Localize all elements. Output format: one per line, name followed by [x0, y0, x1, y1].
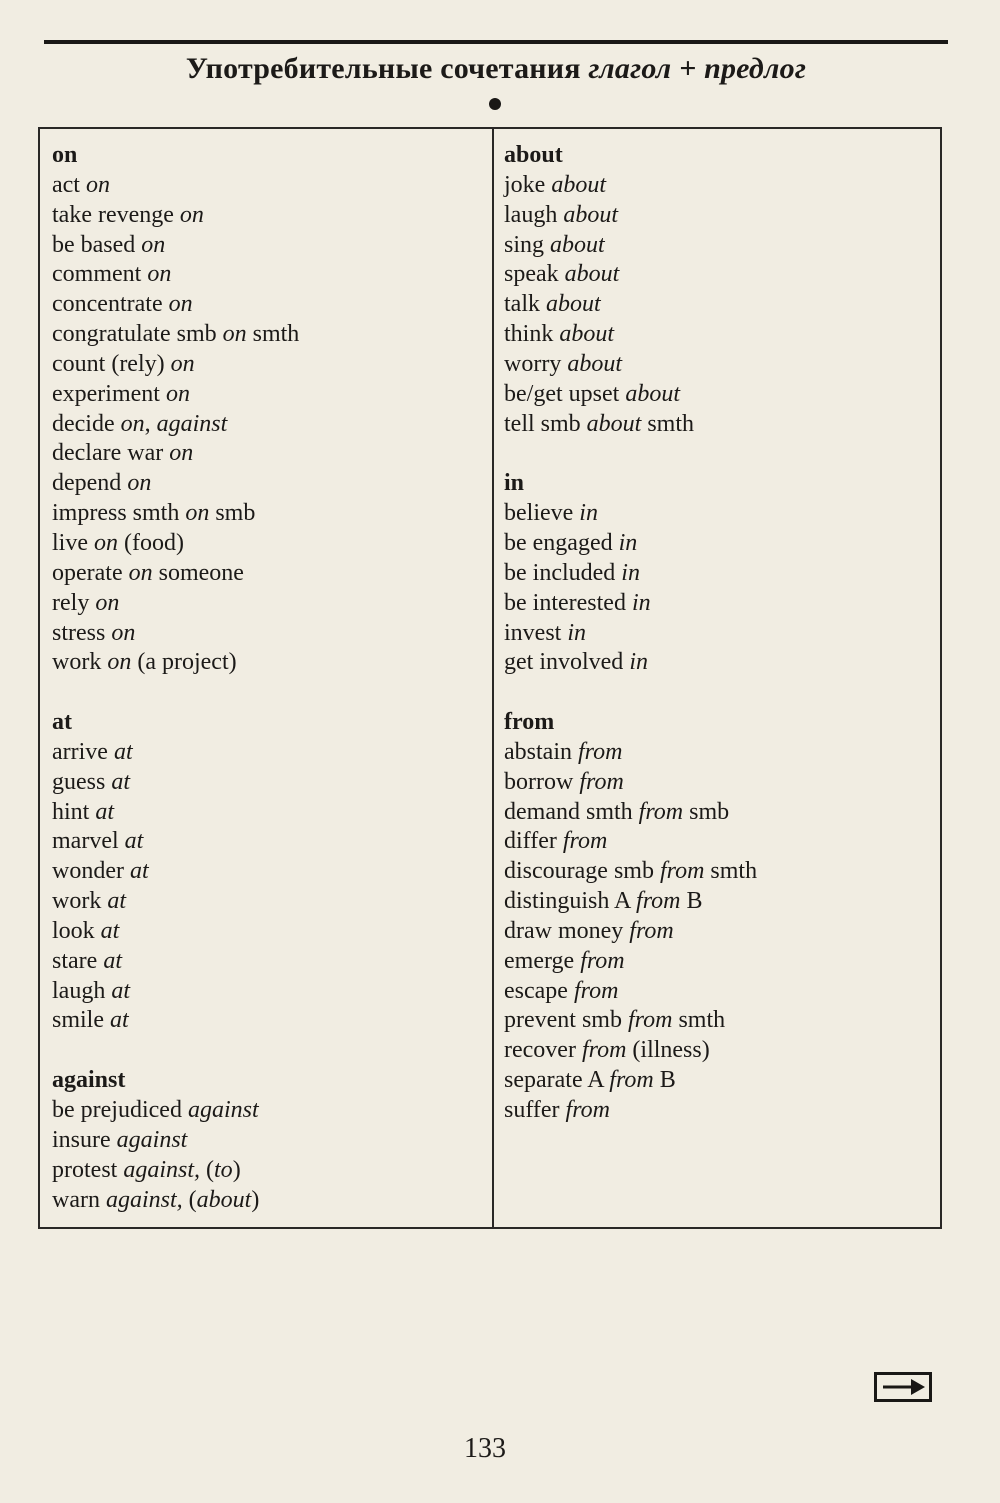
verb-text: laugh: [504, 201, 564, 228]
verb-text: speak: [504, 261, 565, 288]
verb-text: abstain: [504, 738, 578, 765]
preposition: on: [107, 649, 132, 676]
verb-text: escape: [504, 977, 574, 1004]
preposition: from: [636, 888, 681, 915]
list-item: [504, 589, 757, 619]
verb-text: rely: [52, 589, 96, 616]
verb-text: operate: [52, 559, 129, 586]
section-on: [52, 141, 299, 678]
preposition: from: [609, 1067, 654, 1094]
list-item: [504, 529, 757, 559]
verb-text: sing: [504, 231, 551, 258]
list-item: [52, 768, 299, 798]
verb-text: work: [52, 888, 108, 915]
list-item: [504, 231, 757, 261]
preposition: in: [618, 529, 638, 556]
list-item: [52, 977, 299, 1007]
preposition: against: [156, 410, 228, 437]
list-item: [504, 738, 757, 768]
preposition: from: [629, 917, 674, 944]
section-against: [52, 1066, 299, 1215]
list-item: [52, 290, 299, 320]
section-heading: about: [504, 142, 563, 168]
preposition: on: [168, 291, 193, 318]
list-item: [504, 857, 757, 887]
preposition: at: [111, 977, 130, 1004]
verb-text: be engaged: [504, 529, 619, 556]
verb-text: ): [251, 1186, 260, 1213]
list-item: [52, 1126, 299, 1156]
verb-text: smile: [52, 1007, 110, 1034]
verb-text: congratulate smb: [52, 321, 223, 348]
verb-text: suffer: [504, 1097, 566, 1123]
bullet-dot: [489, 98, 501, 110]
verb-text: live: [52, 529, 94, 556]
verb-text: work: [52, 649, 108, 676]
verb-text: (a project): [131, 649, 237, 676]
verb-text: be/get upset: [504, 380, 626, 407]
list-item: [504, 499, 757, 529]
verb-text: B: [653, 1067, 676, 1094]
preposition: from: [581, 1037, 627, 1064]
verb-text: (: [182, 1186, 197, 1213]
left-column: [52, 141, 299, 1215]
preposition: on: [170, 350, 195, 377]
list-item: [52, 798, 299, 828]
preposition: at: [100, 917, 120, 944]
preposition: at: [110, 1007, 129, 1034]
verb-text: worry: [504, 350, 568, 377]
list-item: [504, 559, 757, 589]
preposition: on: [111, 619, 136, 646]
right-column: [504, 141, 757, 1126]
verb-text: (illness): [626, 1037, 710, 1064]
section-heading: in: [504, 470, 525, 497]
preposition: to: [214, 1156, 233, 1183]
list-item: [52, 201, 299, 231]
preposition: at: [113, 738, 133, 765]
preposition: from: [573, 977, 619, 1004]
list-item: [504, 917, 757, 947]
verb-text: guess: [52, 768, 112, 795]
next-page-button[interactable]: [874, 1372, 932, 1402]
preposition: on: [179, 201, 204, 228]
verb-text: take revenge: [52, 201, 180, 228]
list-item: [52, 947, 299, 977]
section-in: [504, 469, 757, 678]
preposition: on: [95, 589, 120, 616]
preposition: from: [565, 1097, 610, 1123]
preposition: about: [586, 410, 642, 437]
verb-text: smth: [672, 1007, 726, 1034]
verb-text: impress smth: [52, 500, 186, 527]
list-item: [52, 439, 299, 469]
verb-text: protest: [52, 1156, 124, 1183]
verb-text: smth: [246, 321, 300, 348]
preposition: on: [222, 321, 247, 348]
verb-text: decide: [52, 410, 121, 437]
verb-text: experiment: [52, 380, 166, 407]
list-item: [504, 1036, 757, 1066]
verb-text: believe: [504, 500, 580, 527]
preposition: about: [625, 380, 680, 407]
preposition: from: [562, 828, 608, 855]
verb-text: warn: [52, 1186, 106, 1213]
verb-text: count (rely): [52, 350, 171, 377]
page-title: [44, 52, 948, 86]
preposition: from: [580, 947, 625, 974]
preposition: about: [567, 350, 622, 377]
section-from: [504, 708, 757, 1126]
verb-text: be prejudiced: [52, 1097, 188, 1123]
section-heading: from: [504, 709, 555, 736]
arrow-right-icon: [877, 1375, 929, 1399]
preposition: from: [638, 798, 684, 825]
verb-preposition-table: [38, 127, 942, 1229]
list-item: [52, 827, 299, 857]
preposition: about: [551, 171, 606, 198]
preposition: in: [579, 500, 598, 527]
verb-text: draw money: [504, 917, 630, 944]
verb-text: emerge: [504, 947, 581, 974]
list-item: [504, 260, 757, 290]
verb-text: prevent smb: [504, 1007, 628, 1034]
verb-text: joke: [504, 171, 552, 198]
preposition: on: [141, 231, 166, 258]
list-item: [52, 260, 299, 290]
preposition: on: [120, 410, 145, 437]
preposition: at: [107, 888, 126, 915]
verb-text: act: [52, 171, 86, 198]
verb-text: stare: [52, 947, 104, 974]
section-at: [52, 708, 299, 1036]
title-plain: Употребительные сочетания: [185, 52, 581, 85]
list-item: [52, 1186, 299, 1216]
preposition: at: [111, 768, 131, 795]
preposition: at: [95, 798, 115, 825]
list-item: [52, 231, 299, 261]
preposition: at: [124, 828, 144, 855]
preposition: on: [94, 529, 118, 556]
list-item: [52, 1096, 299, 1126]
verb-text: someone: [152, 559, 244, 586]
list-item: [504, 977, 757, 1007]
verb-text: smth: [641, 410, 695, 437]
list-item: [504, 947, 757, 977]
list-item: [504, 619, 757, 649]
list-item: [504, 887, 757, 917]
list-item: [52, 589, 299, 619]
preposition: about: [564, 261, 620, 288]
verb-text: borrow: [504, 768, 580, 795]
preposition: at: [103, 947, 122, 974]
preposition: on: [127, 470, 152, 497]
list-item: [52, 917, 299, 947]
preposition: about: [546, 291, 601, 318]
verb-text: be included: [504, 559, 622, 586]
list-item: [504, 648, 757, 678]
preposition: from: [577, 738, 623, 765]
verb-text: smb: [209, 500, 256, 527]
column-divider: [492, 129, 494, 1227]
section-about: [504, 141, 757, 439]
preposition: from: [659, 858, 705, 885]
preposition: against: [187, 1097, 259, 1123]
list-item: [52, 559, 299, 589]
list-item: [504, 320, 757, 350]
preposition: on: [147, 261, 172, 288]
verb-text: demand smth: [504, 798, 639, 825]
verb-text: stress: [52, 619, 112, 646]
preposition: against,: [105, 1186, 183, 1213]
verb-text: discourage smb: [504, 858, 660, 885]
preposition: on: [165, 380, 190, 407]
preposition: in: [567, 619, 586, 646]
verb-text: distinguish A: [504, 888, 637, 915]
section-heading: at: [52, 709, 72, 736]
list-item: [52, 380, 299, 410]
verb-text: concentrate: [52, 291, 169, 318]
verb-text: (: [200, 1156, 215, 1183]
list-item: [504, 171, 757, 201]
verb-text: ,: [144, 410, 157, 437]
verb-text: recover: [504, 1037, 582, 1064]
list-item: [52, 410, 299, 440]
list-item: [52, 619, 299, 649]
verb-text: laugh: [52, 977, 112, 1004]
title-italic: глагол + предлог: [588, 52, 807, 85]
preposition: in: [621, 559, 640, 586]
verb-text: invest: [504, 619, 568, 646]
preposition: from: [579, 768, 624, 795]
preposition: at: [129, 858, 149, 885]
verb-text: get involved: [504, 649, 630, 676]
verb-text: (food): [118, 529, 184, 556]
list-item: [504, 1006, 757, 1036]
list-item: [504, 827, 757, 857]
preposition: on: [169, 440, 194, 467]
verb-text: ): [232, 1156, 241, 1183]
list-item: [52, 320, 299, 350]
list-item: [504, 1066, 757, 1096]
list-item: [52, 529, 299, 559]
list-item: [52, 887, 299, 917]
preposition: about: [559, 321, 615, 348]
preposition: about: [563, 201, 618, 228]
list-item: [504, 380, 757, 410]
list-item: [504, 410, 757, 440]
verb-text: wonder: [52, 858, 130, 885]
section-heading: on: [52, 142, 78, 168]
list-item: [504, 768, 757, 798]
verb-text: marvel: [52, 828, 125, 855]
preposition: in: [631, 589, 651, 616]
preposition: on: [185, 500, 210, 527]
verb-text: arrive: [52, 738, 114, 765]
list-item: [52, 738, 299, 768]
verb-text: look: [52, 917, 101, 944]
preposition: against: [116, 1126, 188, 1153]
preposition: on: [128, 559, 153, 586]
verb-text: think: [504, 321, 560, 348]
verb-text: tell smb: [504, 410, 587, 437]
verb-text: separate A: [504, 1067, 610, 1094]
verb-text: declare war: [52, 440, 170, 467]
page-number: 133: [464, 1433, 506, 1464]
list-item: [52, 1006, 299, 1036]
verb-text: smth: [704, 858, 758, 885]
list-item: [504, 798, 757, 828]
preposition: against,: [123, 1156, 201, 1183]
top-rule: [44, 40, 948, 44]
verb-text: insure: [52, 1126, 117, 1153]
verb-text: hint: [52, 798, 96, 825]
list-item: [52, 171, 299, 201]
verb-text: be based: [52, 231, 142, 258]
verb-text: depend: [52, 470, 128, 497]
list-item: [504, 201, 757, 231]
preposition: from: [627, 1007, 673, 1034]
list-item: [52, 857, 299, 887]
list-item: [504, 1096, 757, 1126]
list-item: [504, 350, 757, 380]
verb-text: differ: [504, 828, 563, 855]
list-item: [52, 499, 299, 529]
preposition: about: [196, 1186, 252, 1213]
verb-text: B: [680, 888, 703, 915]
preposition: about: [550, 231, 605, 258]
verb-text: comment: [52, 261, 148, 288]
preposition: on: [85, 171, 110, 198]
list-item: [504, 290, 757, 320]
preposition: in: [629, 649, 648, 676]
list-item: [52, 469, 299, 499]
section-heading: against: [52, 1067, 126, 1094]
list-item: [52, 350, 299, 380]
verb-text: smb: [683, 798, 730, 825]
list-item: [52, 1156, 299, 1186]
verb-text: talk: [504, 291, 546, 318]
verb-text: be interested: [504, 589, 632, 616]
list-item: [52, 648, 299, 678]
